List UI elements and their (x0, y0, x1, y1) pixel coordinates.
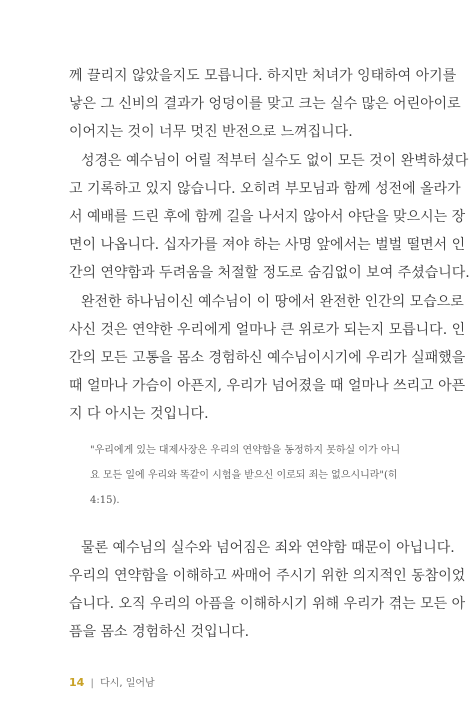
body-line: 습니다. 오직 우리의 아픔을 이해하시기 위해 우리가 겪는 모든 아 (69, 596, 466, 612)
body-line: 지 다 아시는 것입니다. (69, 406, 209, 422)
page-number: 14 (69, 676, 85, 689)
body-line: 께 끌리지 않았을지도 모릅니다. 하지만 처녀가 잉태하여 아기를 (69, 68, 457, 84)
body-line: 고 기록하고 있지 않습니다. 오히려 부모님과 함께 성전에 올라가 (69, 181, 461, 197)
body-line: 서 예배를 드린 후에 함께 길을 나서지 않아서 야단을 맞으시는 장 (69, 209, 466, 225)
body-line: 이어지는 것이 너무 멋진 반전으로 느껴집니다. (69, 124, 353, 140)
scripture-quote-line: 4:15). (90, 495, 120, 506)
book-title: 다시, 일어남 (100, 678, 155, 689)
body-line: 물론 예수님의 실수와 넘어짐은 죄와 연약함 때문이 아닙니다. (81, 540, 455, 556)
body-line: 때 얼마나 가슴이 아픈지, 우리가 넘어졌을 때 얼마나 쓰리고 아픈 (69, 378, 466, 394)
scripture-quote-line: "우리에게 있는 대제사장은 우리의 연약함을 동정하지 못하실 이가 아니 (90, 445, 401, 456)
body-line: 낳은 그 신비의 결과가 엉덩이를 맞고 크는 실수 많은 어린아이로 (69, 96, 461, 112)
body-line: 사신 것은 연약한 우리에게 얼마나 큰 위로가 되는지 모릅니다. 인 (69, 322, 466, 338)
body-line: 면이 나옵니다. 십자가를 져야 하는 사명 앞에서는 벌벌 떨면서 인 (69, 237, 466, 253)
scripture-quote-line: 요 모든 일에 우리와 똑같이 시험을 받으신 이로되 죄는 없으시니라"(히 (90, 470, 398, 481)
body-line: 간의 모든 고통을 몸소 경험하신 예수님이시기에 우리가 실패했을 (69, 350, 466, 366)
footer-separator: | (90, 678, 94, 689)
body-line: 픔을 몸소 경험하신 것입니다. (69, 624, 250, 640)
body-line: 성경은 예수님이 어릴 적부터 실수도 없이 모든 것이 완벽하셨다 (81, 153, 469, 169)
body-line: 간의 연약함과 두려움을 처절할 정도로 숨김없이 보여 주셨습니다. (69, 265, 470, 281)
body-line: 완전한 하나님이신 예수님이 이 땅에서 완전한 인간의 모습으로 (81, 294, 464, 310)
page-footer (69, 674, 155, 689)
body-line: 우리의 연약함을 이해하고 싸매어 주시기 위한 의지적인 동참이었 (69, 568, 466, 584)
